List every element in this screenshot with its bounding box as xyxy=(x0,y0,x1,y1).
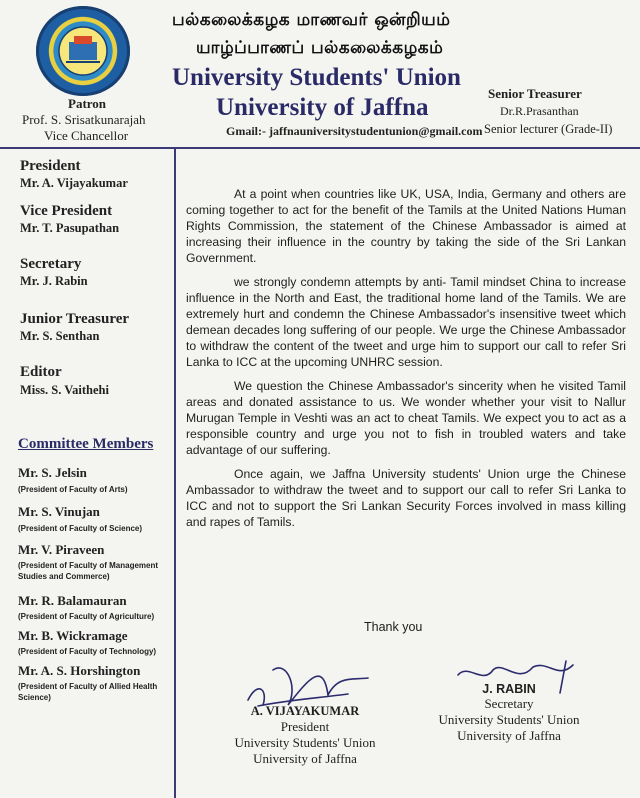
committee-heading: Committee Members xyxy=(18,436,154,452)
closing-text: Thank you xyxy=(364,620,423,634)
signatory-org: University Students' Union xyxy=(438,712,580,727)
committee-member-name: Mr. R. Balamauran xyxy=(18,593,127,608)
union-name: University Students' Union xyxy=(172,64,461,91)
committee-member-name: Mr. V. Piraveen xyxy=(18,542,105,557)
officer-role: Junior Treasurer xyxy=(20,311,130,327)
president-signature-block xyxy=(210,704,400,767)
committee-member-name: Mr. B. Wickramage xyxy=(18,628,128,643)
signatory-role: President xyxy=(280,719,330,734)
committee-member-faculty: (President of Faculty of Agriculture) xyxy=(18,612,155,621)
header-divider xyxy=(0,147,640,149)
signatory-name: J. RABIN xyxy=(482,682,536,696)
letter-body xyxy=(186,186,626,538)
university-name: University of Jaffna xyxy=(216,94,429,121)
committee-member-faculty: (President of Faculty of Technology) xyxy=(18,647,157,656)
secretary-signature-block xyxy=(424,682,594,744)
treasurer-label: Senior Treasurer xyxy=(488,86,582,101)
officer-name: Mr. T. Pasupathan xyxy=(20,221,120,235)
patron-title: Vice Chancellor xyxy=(44,128,129,143)
patron-name: Prof. S. Srisatkunarajah xyxy=(22,112,146,127)
committee-member-name: Mr. S. Vinujan xyxy=(18,504,100,519)
officer-role: Secretary xyxy=(20,256,82,272)
signatory-org: University Students' Union xyxy=(234,735,376,750)
officer-name: Mr. A. Vijayakumar xyxy=(20,176,128,190)
letter-paragraph: Once again, we Jaffna University students' Union urge the Chinese Ambassador to withdraw the tweet and to support our call to refer Sri Lanka to ICC and not to support the Sri Lankan Security Forces involved in mass killing and rapes of Tamils. xyxy=(186,467,626,529)
officer-name: Mr. S. Senthan xyxy=(20,329,100,343)
seal-emblem-icon xyxy=(36,6,130,96)
committee-member-faculty: (President of Faculty of Management Studies and Commerce) xyxy=(18,561,159,581)
treasurer-name: Dr.R.Prasanthan xyxy=(500,104,579,118)
letter-paragraph: we strongly condemn attempts by anti- Tamil mindset China to increase influence in the North and East, the traditional home land of the Tamils. We are extremely hurt and condemn the Chinese Ambassador's insensitive tweet which demean decades long suffering of our people. We urge the Chinese Ambassador to withdraw the content of the tweet and urge him to support our call to refer Sri Lanka to ICC at the upcoming UNHRC session. xyxy=(186,275,626,369)
officer-role: President xyxy=(20,158,81,174)
university-seal-logo xyxy=(36,6,130,96)
tamil-title-line1: பல்கலைக்கழக மாணவர் ஒன்றியம் xyxy=(172,10,451,30)
patron-label: Patron xyxy=(68,96,107,111)
committee-member-name: Mr. A. S. Horshington xyxy=(18,663,141,678)
tamil-title-line2: யாழ்ப்பாணப் பல்கலைக்கழகம் xyxy=(196,38,444,58)
signatory-uni: University of Jaffna xyxy=(253,751,357,766)
committee-member-name: Mr. S. Jelsin xyxy=(18,465,87,480)
email-line: Gmail:- jaffnauniversitystudentunion@gmail.com xyxy=(226,124,483,138)
signatory-name: A. VIJAYAKUMAR xyxy=(250,704,360,718)
signatory-uni: University of Jaffna xyxy=(457,728,561,743)
officer-name: Mr. J. Rabin xyxy=(20,274,88,288)
officer-role: Editor xyxy=(20,364,62,380)
sidebar-divider xyxy=(174,148,176,798)
officer-name: Miss. S. Vaithehi xyxy=(20,383,109,397)
treasurer-title: Senior lecturer (Grade-II) xyxy=(484,122,613,136)
letter-paragraph: We question the Chinese Ambassador's sincerity when he visited Tamil areas and donated assistance to us. We wonder whether your visit to Nallur Murugan Temple in Veshti was an act to cheat Tamils. We expect you to act as a responsible country and urge you not to fish in troubled waters and take advantage of our suffering. xyxy=(186,379,626,457)
letter-paragraph: At a point when countries like UK, USA, India, Germany and others are coming together to act for the benefit of the Tamils at the United Nations Human Rights Commission, the statement of the Chinese Ambassador is aimed at increasing their influence in the country by taking the side of the Sri Lankan Government. xyxy=(186,187,626,265)
committee-member-faculty: (President of Faculty of Arts) xyxy=(18,485,128,494)
signatory-role: Secretary xyxy=(484,696,534,711)
committee-member-faculty: (President of Faculty of Allied Health Science) xyxy=(18,682,158,702)
committee-member-faculty: (President of Faculty of Science) xyxy=(18,524,143,533)
officer-role: Vice President xyxy=(20,203,113,219)
